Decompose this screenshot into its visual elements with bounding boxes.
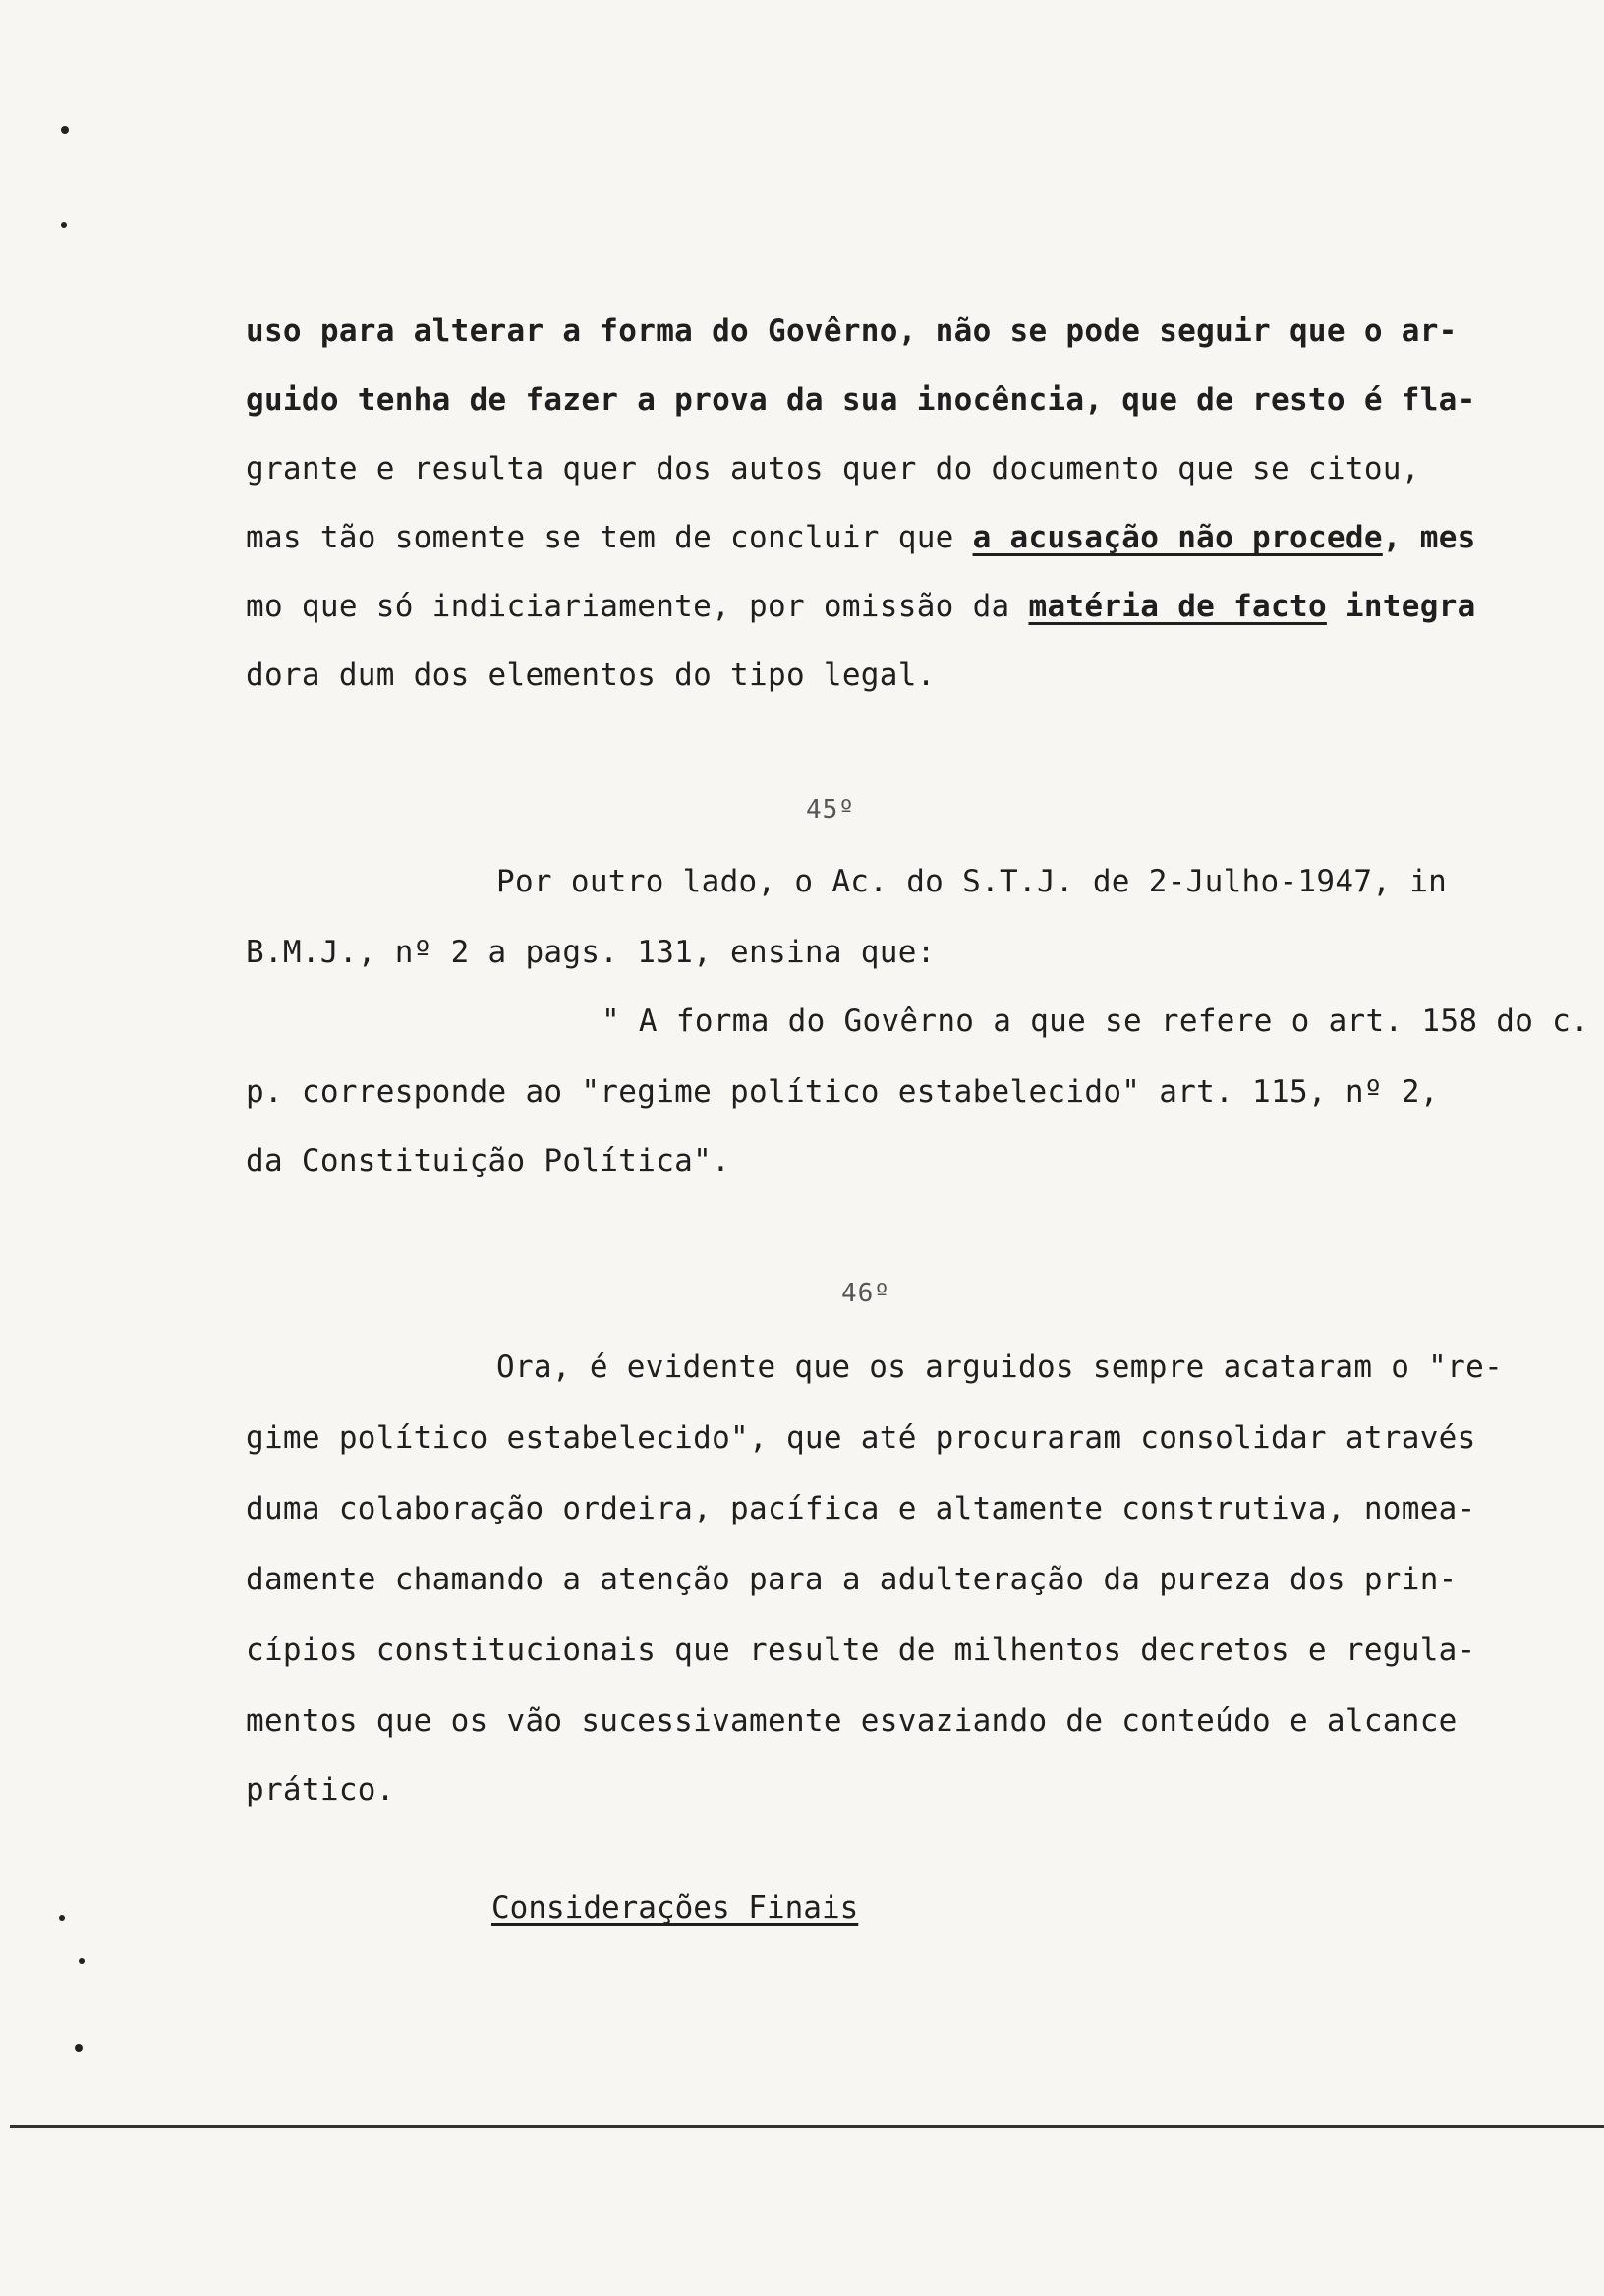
paragraph-a-line-5-text: mo que só indiciariamente, por omissão da [246, 589, 1029, 624]
paragraph-a-line-2: guido tenha de fazer a prova da sua inocência, que de resto é fla- [246, 382, 1476, 418]
margin-speck [61, 126, 69, 134]
margin-speck [59, 1915, 65, 1921]
paragraph-a-line-3: grante e resulta quer dos autos quer do documento que se citou, [246, 451, 1420, 487]
paragraph-a-line-5-end: integra [1326, 589, 1476, 624]
section-45-line-3: " A forma do Govêrno a que se refere o art. 158 do c. [602, 1004, 1590, 1039]
section-46-line-5: cípios constitucionais que resulte de milhentos decretos e regula- [246, 1633, 1476, 1668]
section-46-line-6: mentos que os vão sucessivamente esvaziando de conteúdo e alcance [246, 1703, 1458, 1739]
underlined-phrase-acusacao: a acusação não procede [972, 520, 1383, 555]
section-number-46: 46º [841, 1279, 890, 1308]
paragraph-a-line-4-end: , mes [1382, 520, 1476, 555]
section-number-45: 45º [806, 795, 855, 825]
section-heading-consideracoes-finais: Considerações Finais [491, 1890, 859, 1925]
paragraph-a-line-6: dora dum dos elementos do tipo legal. [246, 658, 936, 693]
paragraph-a-line-5 [246, 588, 1563, 625]
section-46-line-4: damente chamando a atenção para a adulteração da pureza dos prin- [246, 1562, 1458, 1597]
margin-speck [79, 1958, 85, 1964]
section-46-line-2: gime político estabelecido", que até procuraram consolidar através [246, 1420, 1476, 1456]
section-46-line-3: duma colaboração ordeira, pacífica e altamente construtiva, nomea- [246, 1491, 1476, 1526]
section-45-line-1: Por outro lado, o Ac. do S.T.J. de 2-Julho-1947, in [496, 864, 1448, 899]
paragraph-a-line-1: uso para alterar a forma do Govêrno, não se pode seguir que o ar- [246, 314, 1458, 349]
section-46-line-7: prático. [246, 1772, 395, 1808]
section-45-line-4: p. corresponde ao "regime político estabelecido" art. 115, nº 2, [246, 1074, 1439, 1110]
page-bottom-edge [10, 2125, 1604, 2128]
margin-speck [61, 222, 67, 228]
section-45-line-2: B.M.J., nº 2 a pags. 131, ensina que: [246, 935, 936, 970]
section-45-line-5: da Constituição Política". [246, 1143, 731, 1178]
paragraph-a-line-4-text: mas tão somente se tem de concluir que [246, 520, 973, 555]
section-46-line-1: Ora, é evidente que os arguidos sempre acataram o "re- [496, 1349, 1504, 1385]
underlined-phrase-materia: matéria de facto [1028, 589, 1327, 624]
paragraph-a-line-4 [246, 519, 1563, 556]
margin-speck [75, 2044, 83, 2052]
